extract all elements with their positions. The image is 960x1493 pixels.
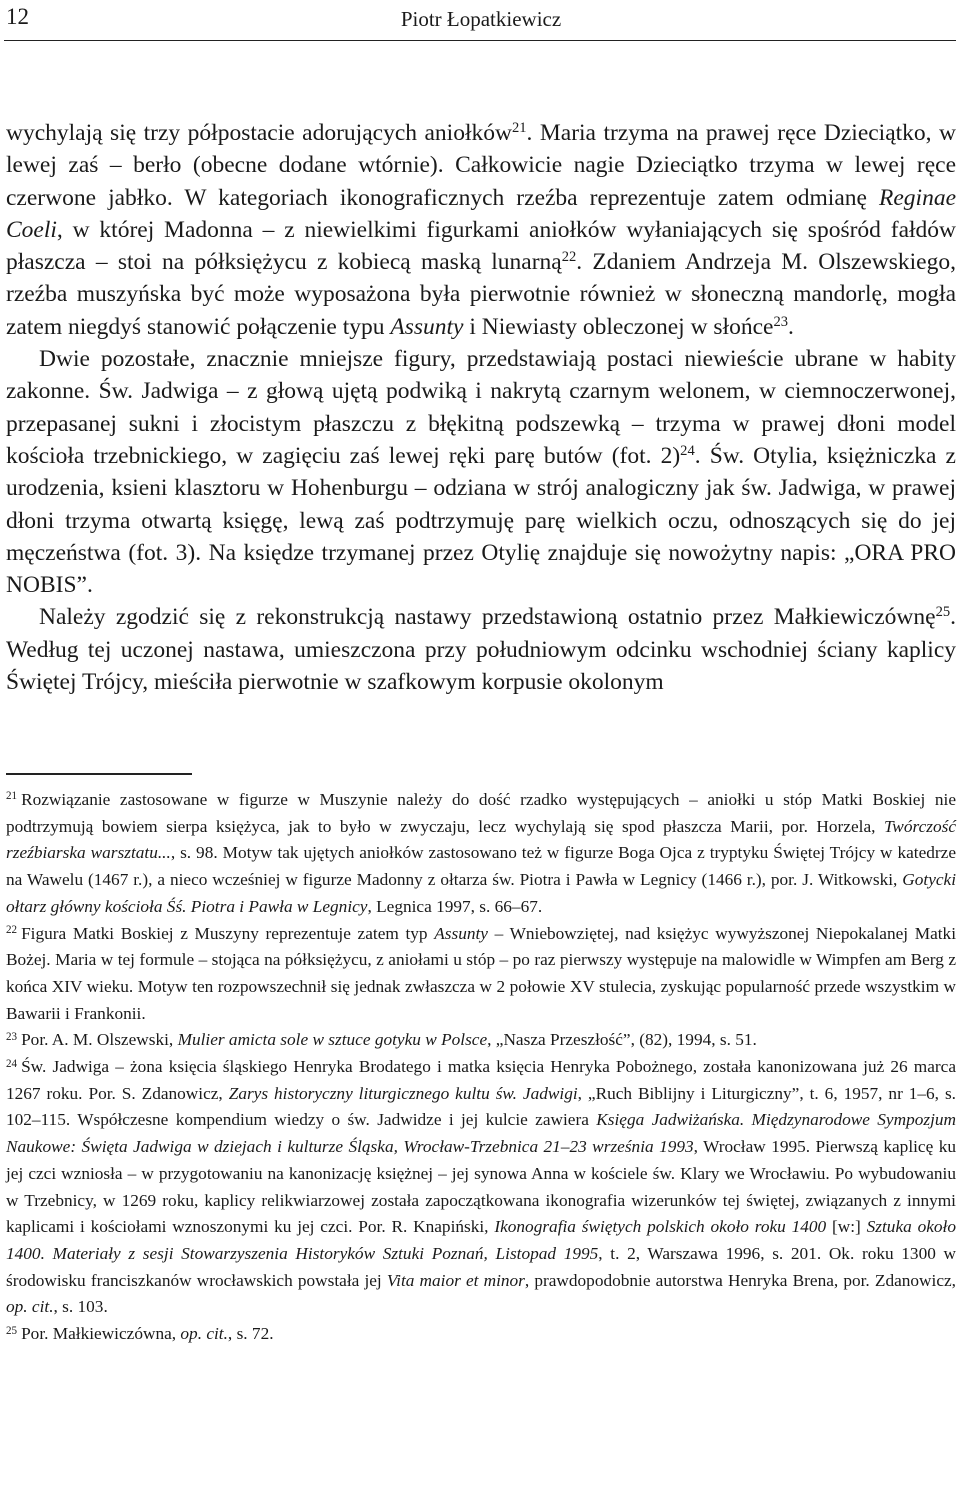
footnote-24 xyxy=(6,1054,956,1321)
text-run: wychylają się trzy półpostacie adorujących aniołków xyxy=(6,120,512,146)
italic-title: Zarys historyczny liturgicznego kultu św. Jadwigi xyxy=(228,1083,578,1103)
paragraph-1 xyxy=(6,117,956,343)
text-run: Por. A. M. Olszewski, xyxy=(21,1030,178,1050)
italic-term: Assunty xyxy=(434,923,488,943)
italic-title: Twórczość rzeźbiarska warsztatu... xyxy=(6,816,956,863)
text-run: Należy zgodzić się z rekonstrukcją nastawy przedstawioną ostatnio przez Małkiewiczównę xyxy=(39,604,936,631)
footnotes xyxy=(6,787,956,1348)
text-run: Dwie pozostałe, znacznie mniejsze figury, przedstawiają postaci niewieście ubrane w habity zakonne. Św. Jadwiga – z głową ujętą podwiką i nakrytą czarnym welonem, w ciemnoczerwonej, przepasanej sukni i złocistym płaszczu z błękitną podszewką – trzyma w prawej dłoni model kościoła trzebnickiego, w zagięciu zaś lewej ręki parę butów (fot. 2) xyxy=(6,346,956,469)
footnote-separator xyxy=(6,773,192,775)
text-run: i Niewiasty obleczonej w słońce xyxy=(463,313,774,340)
text-run: , s. 72. xyxy=(227,1324,274,1344)
paragraph-2 xyxy=(6,343,956,601)
text-run: . Według tej uczonej nastawa, umieszczona przy południowym odcinku wschodniej ściany kaplicy Świętej Trójcy, mieściła pierwotnie w szafkowym korpusie okolonym xyxy=(6,604,956,696)
text-run: , prawdopodobnie autorstwa Henryka Brena, por. Zdanowicz, xyxy=(524,1270,956,1290)
footnote-number: 25 xyxy=(6,1324,18,1337)
text-run: , w której Madonna – z niewielkimi figurkami aniołków wyłaniających się spośród fałdów płaszcza – stoi na półksiężycu z kobiecą maską lunarną xyxy=(6,216,956,276)
italic-title: Mulier amicta sole w sztuce gotyku w Polsce xyxy=(177,1030,488,1050)
footnote-ref-25: 25 xyxy=(935,604,951,621)
footnote-ref-24: 24 xyxy=(680,442,695,459)
italic-term: Reginae Coeli xyxy=(6,184,956,243)
text-run: , Wrocław 1995. Pierwszą kaplicę ku jej czci wzniosła – w przygotowaniu na kanonizację księżnej – jej synowa Anna w kościele św. Klary we Wrocławiu. Po wybudowaniu w Trzebnicy, w 1269 roku, kaplicy relikwiarzowej została zapoczątkowana ikonografia wizerunków tej świętej, związanych z innymi kaplicami i kościołami wznoszonymi ku jej czci. Por. R. Knapiński, xyxy=(6,1137,956,1237)
text-run: , „Ruch Biblijny i Liturgiczny”, t. 6, 1957, nr 1–6, s. 102–115. Współczesne kompendium wiedzy o św. Jadwidze i jej kulcie zawiera xyxy=(6,1083,957,1130)
italic-title: Sztuka około 1400. Materiały z sesji Stowarzyszenia Historyków Sztuki Poznań, Listopad 1995 xyxy=(6,1217,956,1263)
footnote-number: 21 xyxy=(6,790,18,803)
page-header xyxy=(6,4,956,32)
footnote-ref-23: 23 xyxy=(773,313,789,330)
text-run: Por. Małkiewiczówna, xyxy=(21,1324,181,1344)
italic-title: Księga Jadwiżańska. Międzynarodowe Sympozjum Naukowe: Święta Jadwiga w dziejach i kulturze Śląska, Wrocław-Trzebnica 21–23 września 1993 xyxy=(6,1110,957,1157)
italic-title: Gotycki ołtarz główny kościoła Śś. Piotra i Pawła w Legnicy xyxy=(6,870,956,916)
text-run: Św. Jadwiga – żona księcia śląskiego Henryka Brodatego i matka księcia Henryka Pobożnego, została kanonizowana już 26 marca 1267 roku. Por. S. Zdanowicz, xyxy=(6,1057,956,1103)
text-run: , Legnica 1997, s. 66–67. xyxy=(367,896,543,916)
text-run: – Wniebowziętej, nad księżyc wywyższonej Niepokalanej Matki Bożej. Maria w tej formule – stojąca na półksiężycu, z aniołami u stóp – po raz pierwszy występuje na malowidle w Wimpfen am Berg z końca XIV wieku. Motyw ten rozpowszechnił się jednak zwłaszcza w 2 połowie XV stulecia, zyskując popularność przede wszystkim w Bawarii i Frankonii. xyxy=(6,923,956,1023)
footnote-21 xyxy=(6,787,956,921)
italic-title: Vita maior et minor xyxy=(386,1270,525,1290)
text-run: [w:] xyxy=(826,1217,867,1237)
italic-term: op. cit. xyxy=(6,1297,54,1317)
text-run: . Św. Otylia, księżniczka z urodzenia, ksieni klasztoru w Hohenburgu – odziana w strój analogiczny jak św. Jadwiga, w prawej dłoni trzyma otwartą księgę, lewą zaś podtrzymuję parę wielkich oczu, odnoszących się do jej męczeństwa (fot. 3). Na księdze trzymanej przez Otylię znajduje się nowożytny napis: „ORA PRO NOBIS”. xyxy=(6,442,956,599)
footnote-number: 23 xyxy=(6,1030,18,1043)
footnote-ref-21: 21 xyxy=(511,120,527,136)
text-run: . Maria trzyma na prawej ręce Dzieciątko, w lewej zaś – berło (obecne dodane wtórnie). Całkowicie nagie Dzieciątko trzyma w lewej ręce czerwone jabłko. W kategoriach ikonograficznych rzeźba reprezentuje zatem odmianę xyxy=(6,120,956,211)
footnote-ref-22: 22 xyxy=(561,249,577,266)
text-run: , s. 103. xyxy=(53,1297,108,1317)
text-run: , „Nasza Przeszłość”, (82), 1994, s. 51. xyxy=(487,1030,757,1050)
italic-title: Ikonografia świętych polskich około roku 1400 xyxy=(494,1217,827,1237)
text-run: . Zdaniem Andrzeja M. Olszewskiego, rzeźba muszyńska być może wyposażona była pierwotnie również w słoneczną mandorlę, mogła zatem niegdyś stanowić połączenie typu xyxy=(6,249,956,340)
text-run: Rozwiązanie zastosowane w figurze w Muszynie należy do dość rzadko występujących – aniołki u stóp Matki Boskiej nie podtrzymują bowiem sierpa księżyca, jak to było w zwyczaju, lecz wychylają się spod płaszcza Marii, por. Horzela, xyxy=(6,790,956,836)
text-run: . xyxy=(788,313,794,340)
text-run: , s. 98. Motyw tak ujętych aniołków zastosowano też w figurze Boga Ojca z tryptyku Świętej Trójcy w katedrze na Wawelu (1467 r.), a nieco wcześniej w figurze Madonny z ołtarza św. Piotra i Pawła w Legnicy (1466 r.), por. J. Witkowski, xyxy=(6,843,956,890)
text-run: Figura Matki Boskiej z Muszyny reprezentuje zatem typ xyxy=(21,923,435,943)
running-head: Piotr Łopatkiewicz xyxy=(400,7,562,31)
footnote-22 xyxy=(6,921,956,1028)
footnote-25 xyxy=(6,1321,956,1348)
italic-term: op. cit. xyxy=(180,1324,228,1344)
page-number: 12 xyxy=(6,4,29,29)
footnote-23 xyxy=(6,1027,956,1054)
italic-term: Assunty xyxy=(390,313,464,340)
paragraph-3 xyxy=(6,601,956,698)
footnote-number: 24 xyxy=(6,1057,18,1070)
footnote-number: 22 xyxy=(6,923,18,936)
body-text xyxy=(6,117,956,698)
text-run: , t. 2, Warszawa 1996, s. 201. Ok. roku 1300 w środowisku franciszkanów wrocławskich powstała jej xyxy=(6,1243,956,1290)
header-rule xyxy=(4,40,956,41)
